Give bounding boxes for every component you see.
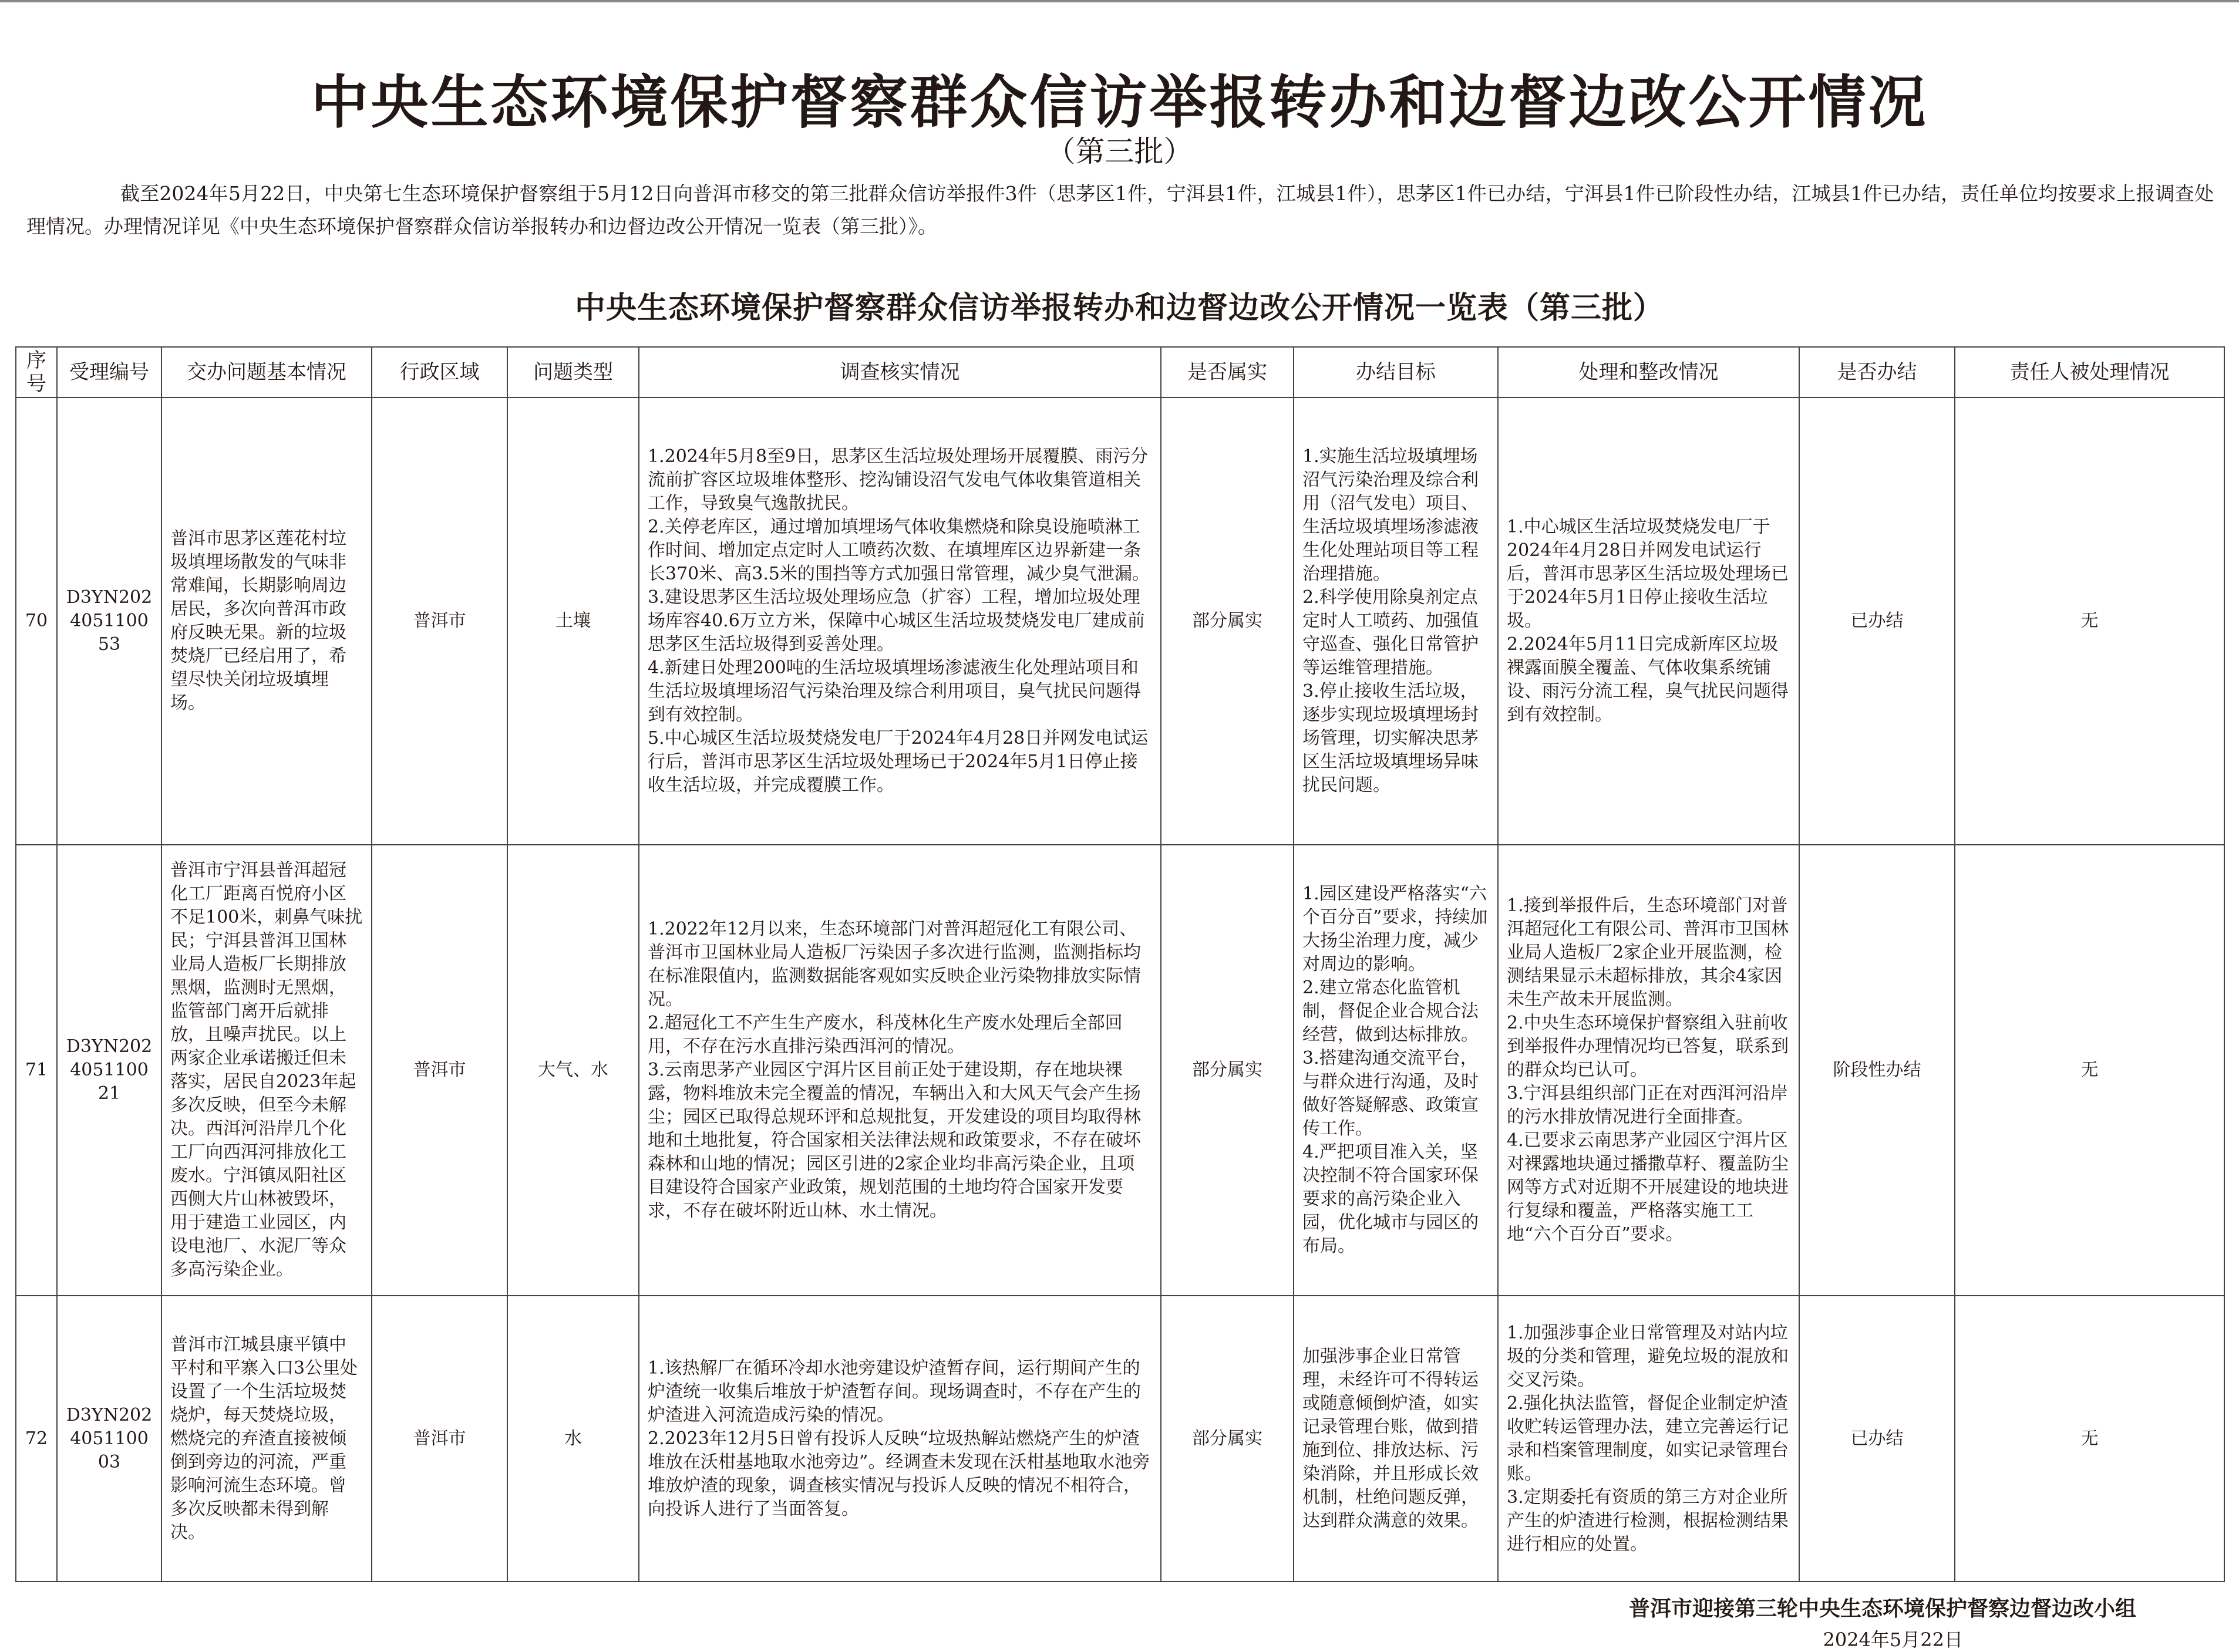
cell-problem: 普洱市思茅区莲花村垃圾填埋场散发的气味非常难闻，长期影响周边居民，多次向普洱市政府反映无果。新的垃圾焚烧厂已经启用了，希望尽快关闭垃圾填埋场。 [161, 397, 372, 845]
table-row [16, 845, 2224, 1296]
cell-verified: 部分属实 [1161, 1296, 1294, 1582]
cell-handling [1498, 1296, 1799, 1582]
cell-type: 土壤 [507, 397, 639, 845]
handling-item: 2.强化执法监管，督促企业制定炉渣收贮转运管理办法，建立完善运行记录和档案管理制度，如实记录管理台账。 [1507, 1393, 1789, 1484]
cell-goal [1294, 1296, 1498, 1582]
table-header-row [16, 347, 2224, 397]
cell-seq: 70 [16, 397, 57, 845]
investigation-item: 3.建设思茅区生活垃圾处理场应急（扩容）工程，增加垃圾处理场库容40.6万立方米，保障中心城区生活垃圾焚烧发电厂建成前思茅区生活垃圾得到妥善处理。 [648, 587, 1145, 655]
cell-problem: 普洱市宁洱县普洱超冠化工厂距离百悦府小区不足100米，刺鼻气味扰民；宁洱县普洱卫国林业局人造板厂长期排放黑烟，监测时无黑烟，监管部门离开后就排放，且噪声扰民。以上两家企业承诺搬迁但未落实，居民自2023年起多次反映，但至今未解决。西洱河沿岸几个化工厂向西洱河排放化工废水。宁洱镇凤阳社区西侧大片山林被毁坏，用于建造工业园区，内设电池厂、水泥厂等众多高污染企业。 [161, 845, 372, 1296]
cell-code: D3YN202405110021 [57, 845, 161, 1296]
handling-item: 2.中央生态环境保护督察组入驻前收到举报件办理情况均已答复，联系到的群众均已认可。 [1507, 1013, 1789, 1080]
handling-item: 1.中心城区生活垃圾焚烧发电厂于2024年4月28日并网发电试运行后，普洱市思茅区生活垃圾处理场已于2024年5月1日停止接收生活垃圾。 [1507, 517, 1789, 631]
cell-type: 大气、水 [507, 845, 639, 1296]
page-title: 中央生态环境保护督察群众信访举报转办和边督边改公开情况 [311, 69, 1928, 136]
goal-item: 2.科学使用除臭剂定点定时人工喷药、加强值守巡查、强化日常管护等运维管理措施。 [1302, 587, 1479, 678]
handling-item: 3.定期委托有资质的第三方对企业所产生的炉渣进行检测，根据检测结果进行相应的处置。 [1507, 1486, 1789, 1555]
goal-item: 1.实施生活垃圾填埋场沼气污染治理及综合利用（沼气发电）项目、生活垃圾填埋场渗滤液生化处理站项目等工程治理措施。 [1302, 446, 1479, 584]
header-seq: 序号 [16, 347, 57, 397]
handling-item: 1.接到举报件后，生态环境部门对普洱超冠化工有限公司、普洱市卫国林业局人造板厂2家企业开展监测，检测结果显示未超标排放，其余4家因未生产故未开展监测。 [1507, 895, 1789, 1010]
cell-accountability: 无 [1955, 1296, 2224, 1582]
investigation-item: 2.超冠化工不产生生产废水，科茂林化生产废水处理后全部回用，不存在污水直排污染西洱河的情况。 [648, 1013, 1123, 1057]
complaints-table [15, 346, 2225, 1582]
investigation-item: 2.关停老库区，通过增加填埋场气体收集燃烧和除臭设施喷淋工作时间、增加定点定时人工喷药次数、在填埋库区边界新建一条长370米、高3.5米的围挡等方式加强日常管理，减少臭气泄漏。 [648, 517, 1150, 584]
header-type: 问题类型 [507, 347, 639, 397]
investigation-item: 4.新建日处理200吨的生活垃圾填埋场渗滤液生化处理站项目和生活垃圾填埋场沼气污染治理及综合利用项目，臭气扰民问题得到有效控制。 [648, 658, 1141, 725]
header-handling: 处理和整改情况 [1498, 347, 1799, 397]
goal-item: 加强涉事企业日常管理，未经许可不得转运或随意倾倒炉渣，如实记录管理台账，做到措施到位、排放达标、污染消除，并且形成长效机制，杜绝问题反弹，达到群众满意的效果。 [1302, 1346, 1479, 1531]
intro-paragraph: 截至2024年5月22日，中央第七生态环境保护督察组于5月12日向普洱市移交的第三批群众信访举报件3件（思茅区1件，宁洱县1件，江城县1件），思茅区1件已办结，宁洱县1件已阶段性办结，江城县1件已办结，责任单位均按要求上报调查处理情况。办理情况详见《中央生态环境保护督察群众信访举报转办和边督边改公开情况一览表（第三批）》。 [26, 182, 2214, 238]
header-goal: 办结目标 [1294, 347, 1498, 397]
cell-completed: 已办结 [1799, 397, 1955, 845]
investigation-item: 3.云南思茅产业园区宁洱片区目前正处于建设期，存在地块裸露，物料堆放未完全覆盖的情况，车辆出入和大风天气会产生扬尘；园区已取得总规环评和总规批复，开发建设的项目均取得林地和土地批复，符合国家相关法律法规和政策要求，不存在破坏森林和山地的情况；园区引进的2家企业均非高污染企业，且项目建设符合国家产业政策，规划范围的土地均符合国家开发要求，不存在破坏附近山林、水土情况。 [648, 1060, 1141, 1221]
goal-item: 2.建立常态化监管机制，督促企业合规合法经营，做到达标排放。 [1302, 977, 1479, 1045]
investigation-item: 1.2022年12月以来，生态环境部门对普洱超冠化工有限公司、普洱市卫国林业局人造板厂污染因子多次进行监测，监测指标均在标准限值内，监测数据能客观如实反映企业污染物排放实际情况。 [648, 919, 1141, 1010]
cell-verified: 部分属实 [1161, 845, 1294, 1296]
cell-investigation [639, 397, 1161, 845]
header-accountability: 责任人被处理情况 [1955, 347, 2224, 397]
investigation-item: 1.该热解厂在循环冷却水池旁建设炉渣暂存间，运行期间产生的炉渣统一收集后堆放于炉渣暂存间。现场调查时，不存在产生的炉渣进入河流造成污染的情况。 [648, 1357, 1141, 1425]
cell-accountability: 无 [1955, 397, 2224, 845]
handling-item: 3.宁洱县组织部门正在对西洱河沿岸的污水排放情况进行全面排查。 [1507, 1083, 1788, 1127]
goal-item: 4.严把项目准入关，坚决控制不符合国家环保要求的高污染企业入园，优化城市与园区的布局。 [1302, 1142, 1479, 1256]
investigation-item: 1.2024年5月8至9日，思茅区生活垃圾处理场开展覆膜、雨污分流前扩容区垃圾堆体整形、挖沟铺设沼气发电气体收集管道相关工作，导致臭气逸散扰民。 [648, 446, 1149, 514]
investigation-item: 5.中心城区生活垃圾焚烧发电厂于2024年4月28日并网发电试运行后，普洱市思茅区生活垃圾处理场已于2024年5月1日停止接收生活垃圾，并完成覆膜工作。 [648, 728, 1149, 795]
cell-completed: 阶段性办结 [1799, 845, 1955, 1296]
cell-completed: 已办结 [1799, 1296, 1955, 1582]
header-problem: 交办问题基本情况 [161, 347, 372, 397]
goal-item: 1.园区建设严格落实“六个百分百”要求，持续加大扬尘治理力度，减少对周边的影响。 [1302, 884, 1488, 975]
handling-item: 1.加强涉事企业日常管理及对站内垃圾的分类和管理，避免垃圾的混放和交叉污染。 [1507, 1322, 1789, 1390]
cell-verified: 部分属实 [1161, 397, 1294, 845]
cell-region: 普洱市 [372, 397, 507, 845]
table-title: 中央生态环境保护督察群众信访举报转办和边督边改公开情况一览表（第三批） [574, 291, 1664, 326]
cell-investigation [639, 1296, 1161, 1582]
header-code: 受理编号 [57, 347, 161, 397]
goal-item: 3.搭建沟通交流平台，与群众进行沟通，及时做好答疑解惑、政策宣传工作。 [1302, 1048, 1479, 1139]
cell-goal [1294, 397, 1498, 845]
header-verified: 是否属实 [1161, 347, 1294, 397]
header-region: 行政区域 [372, 347, 507, 397]
cell-accountability: 无 [1955, 845, 2224, 1296]
cell-goal [1294, 845, 1498, 1296]
top-rule [0, 0, 2239, 2]
cell-region: 普洱市 [372, 1296, 507, 1582]
table-row [16, 1296, 2224, 1582]
handling-item: 2.2024年5月11日完成新库区垃圾裸露面膜全覆盖、气体收集系统铺设、雨污分流工程，臭气扰民问题得到有效控制。 [1507, 634, 1789, 725]
table-row [16, 397, 2224, 845]
cell-seq: 71 [16, 845, 57, 1296]
cell-handling [1498, 397, 1799, 845]
header-investigation: 调查核实情况 [639, 347, 1161, 397]
cell-code: D3YN202405110003 [57, 1296, 161, 1582]
header-completed: 是否办结 [1799, 347, 1955, 397]
cell-problem: 普洱市江城县康平镇中平村和平寨入口3公里处设置了一个生活垃圾焚烧炉，每天焚烧垃圾，燃烧完的弃渣直接被倾倒到旁边的河流，严重影响河流生态环境。曾多次反映都未得到解决。 [161, 1296, 372, 1582]
footer-organization: 普洱市迎接第三轮中央生态环境保护督察边督边改小组 [1628, 1597, 2136, 1621]
footer-date: 2024年5月22日 [1823, 1629, 1963, 1651]
page-subtitle: （第三批） [1046, 134, 1193, 168]
goal-item: 3.停止接收生活垃圾，逐步实现垃圾填埋场封场管理，切实解决思茅区生活垃圾填埋场异味扰民问题。 [1302, 681, 1479, 795]
cell-investigation [639, 845, 1161, 1296]
investigation-item: 2.2023年12月5日曾有投诉人反映“垃圾热解站燃烧产生的炉渣堆放在沃柑基地取水池旁边”。经调查未发现在沃柑基地取水池旁堆放炉渣的现象，调查核实情况与投诉人反映的情况不相符合，向投诉人进行了当面答复。 [648, 1428, 1150, 1519]
cell-region: 普洱市 [372, 845, 507, 1296]
cell-seq: 72 [16, 1296, 57, 1582]
cell-code: D3YN202405110053 [57, 397, 161, 845]
cell-handling [1498, 845, 1799, 1296]
cell-type: 水 [507, 1296, 639, 1582]
handling-item: 4.已要求云南思茅产业园区宁洱片区对裸露地块通过播撒草籽、覆盖防尘网等方式对近期不开展建设的地块进行复绿和覆盖，严格落实施工工地“六个百分百”要求。 [1507, 1130, 1789, 1245]
